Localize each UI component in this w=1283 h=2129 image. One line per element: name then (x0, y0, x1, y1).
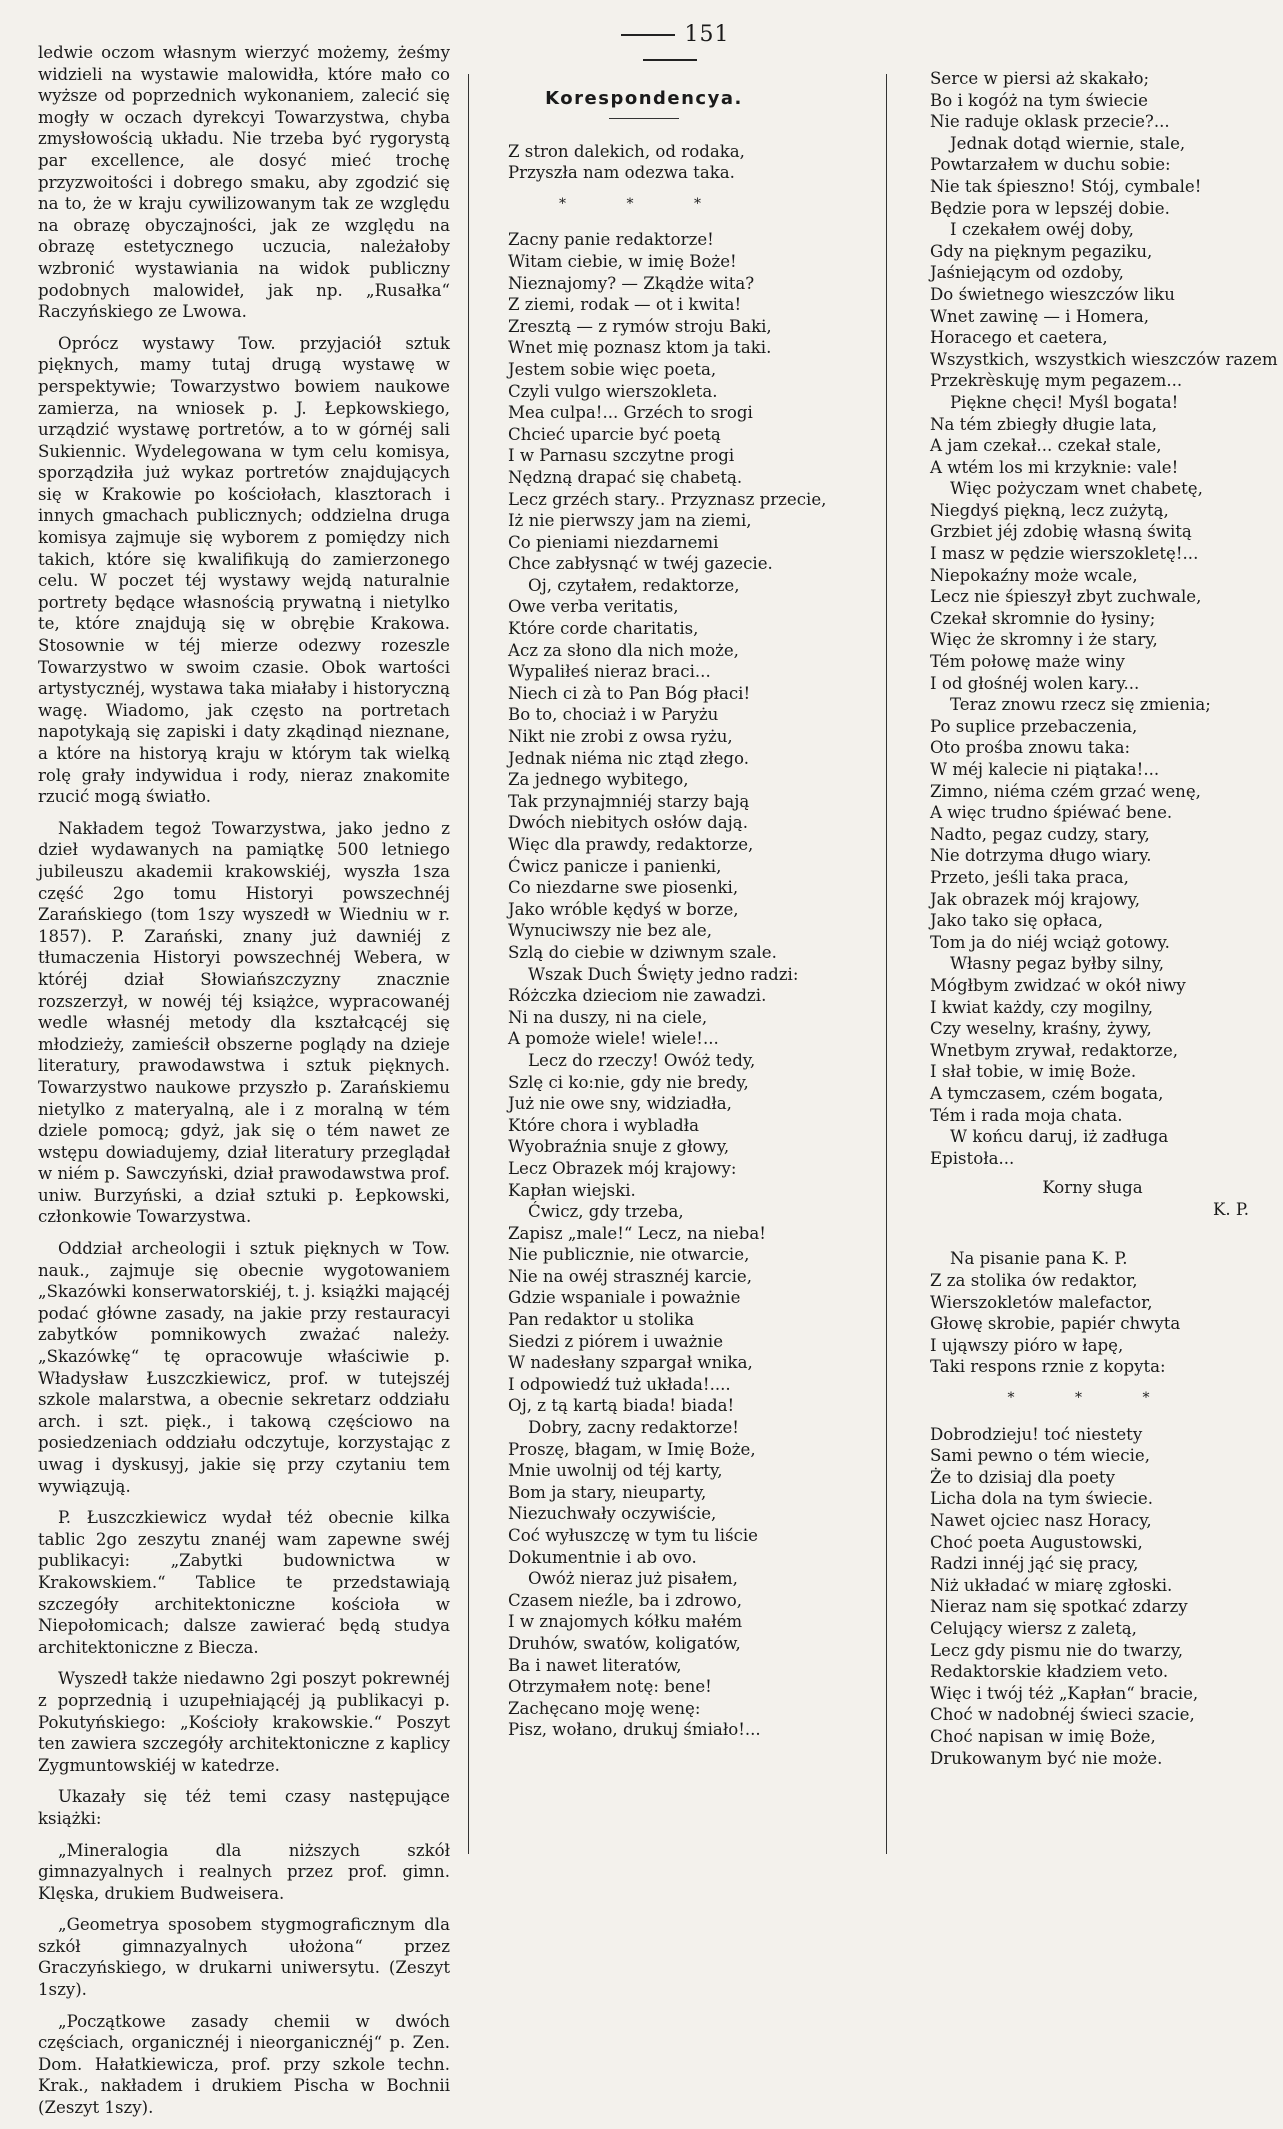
verse-line: Nikt nie zrobi z owsa ryżu, (508, 727, 733, 747)
verse-line: Ćwicz, gdy trzeba, (528, 1202, 684, 1222)
verse-line: Dokumentnie i ab ovo. (508, 1547, 697, 1567)
verse-line: Sami pewno o tém wiecie, (930, 1446, 1150, 1466)
letter-poem-continued (930, 68, 1278, 1169)
verse-line: Chcieć uparcie być poetą (508, 424, 721, 444)
verse-line: Oj, z tą kartą biada! biada! (508, 1396, 735, 1416)
article-paragraph: ledwie oczom własnym wierzyć możemy, żeśmy widzieli na wystawie malowidła, które mało co wyższe od poprzednich wykonaniem, zalecić się mogły w oczach dyrekcyi Towarzystwa, chyba zmysłowością układu. Nie trzeba być rygorystą par excellence, ale dosyć mieć trochę przyzwoitości i dobrego smaku, aby zgodzić się na to, że w kraju cywilizowanym tak ze względu na obrazę obyczajności, jak ze względu na obrazę estetycznego uczucia, należałoby wzbronić wystawiania na widok publiczny podobnych malowideł, jak np. „Rusałka“ Raczyńskiego ze Lwowa. (38, 43, 450, 322)
verse-line: Jak obrazek mój krajowy, (930, 889, 1141, 909)
verse-line: Kapłan wiejski. (508, 1180, 636, 1200)
verse-line: Piękne chęci! Myśl bogata! (950, 392, 1179, 412)
verse-line: Za jednego wybitego, (508, 770, 689, 790)
verse-line: Chce zabłysnąć w twéj gazecie. (508, 554, 773, 574)
verse-line: Przeto, jeśli taka praca, (930, 867, 1129, 887)
verse-line: Że to dzisiaj dla poety (930, 1467, 1115, 1487)
verse-line: Proszę, błagam, w Imię Boże, (508, 1439, 756, 1459)
verse-line: Zacny panie redaktorze! (508, 230, 714, 250)
verse-line: Jako tako się opłaca, (930, 911, 1104, 931)
verse-line: Tak przynajmniéj starzy bają (508, 791, 750, 811)
signature-initials: K. P. (1212, 1199, 1249, 1219)
article-paragraph: Wyszedł także niedawno 2gi poszyt pokrewnéj z poprzednią i uzupełniającéj ją publikacyi p. Pokutyńskiego: „Kościoły krakowskie.“ Poszyt ten zawiera szczegóły architektoniczne z kaplicy Zygmuntowskiéj w katedrze. (38, 1669, 450, 1775)
verse-line: Więc i twój téż „Kapłan“ bracie, (930, 1683, 1199, 1703)
verse-line: Zresztą — z rymów stroju Baki, (508, 316, 772, 336)
verse-line: Lecz grzéch stary.. Przyznasz przecie, (508, 489, 827, 509)
verse-line: Tém połowę maże winy (930, 652, 1125, 672)
verse-line: Gdzie wspaniale i poważnie (508, 1288, 741, 1308)
verse-line: Taki respons rznie z kopyta: (930, 1357, 1166, 1377)
verse-line: Lecz gdy pismu nie do twarzy, (930, 1640, 1184, 1660)
verse-line: Czy weselny, kraśny, żywy, (930, 1019, 1152, 1039)
verse-line: Nie raduje oklask przecie?... (930, 112, 1170, 132)
verse-line: A więc trudno śpiéwać bene. (930, 803, 1173, 823)
verse-line: I ująwszy pióro w łapę, (930, 1335, 1124, 1355)
verse-line: Horacego et caetera, (930, 328, 1108, 348)
verse-line: Coć wyłuszczę w tym tu liście (508, 1526, 759, 1545)
verse-line: Oto prośba znowu taka: (930, 738, 1131, 758)
verse-line: Do świetnego wieszczów liku (930, 284, 1175, 304)
verse-line: Witam ciebie, w imię Boże! (508, 251, 737, 271)
signature-label: Korny sługa (1042, 1178, 1143, 1198)
article-paragraph: Oddział archeologii i sztuk pięknych w Tow. nauk., zajmuje się obecnie wygotowaniem „Skazówki konserwatorskiéj, t. j. książki mającéj podać główne zasady, na jakie przy restauracyi zabytków pomnikowych zważać należy. „Skazówkę“ tę opracowuje właściwie p. Władysław Łuszczkiewicz, prof. w tutejszéj szkole malarstwa, a obecnie sekretarz oddziału arch. i szt. pięk., i takową częściowo na posiedzeniach oddziału odczytuje, korzystając z uwag i dyskusyj, jakie się przy czytaniu tem wywiązują. (38, 1239, 450, 1496)
verse-line: Wynuciwszy nie bez ale, (508, 921, 712, 941)
verse-line: Bo to, chociaż i w Paryżu (508, 705, 719, 725)
verse-line: Choć poeta Augustowski, (930, 1532, 1143, 1552)
verse-line: Owe verba veritatis, (508, 597, 679, 617)
verse-line: I w Parnasu szczytne progi (508, 446, 735, 466)
verse-line: Epistoła... (930, 1148, 1015, 1168)
verse-line: A jam czekał... czekał stale, (930, 436, 1162, 456)
verse-line: Drukowanym być nie może. (930, 1748, 1163, 1768)
verse-line: Własny pegaz byłby silny, (950, 954, 1165, 974)
article-paragraph: Nakładem tegoż Towarzystwa, jako jedno z dzieł wydawanych na pamiątkę 500 letniego jubileuszu akademii krakowskiéj, wyszła 1sza część 2go tomu Historyi powszechnéj Zarańskiego (tom 1szy wyszedł w Wiedniu w r. 1857). P. Zarański, znany już dawniéj z tłumaczenia Historyi powszechnéj Webera, w któréj dział Słowiańszczyzny znacznie rozszerzył, w nowéj téj książce, wypracowanéj wedle własnéj metody dla kształcącéj się młodzieży, zamieścił obszerne poglądy na dzieje literatury, prawodawstwa i sztuk pięknych. Towarzystwo naukowe przyszło p. Zarańskiemu nietylko z materyalną, ale i z moralną w tém dziele pomocą; gdyż, jak się o tém nawet ze wstępu dowiadujemy, dział literatury przeglądał w niém p. Sawczyński, dział prawodawstwa prof. uniw. Burzyński, a dział sztuki p. Łepkowski, członkowie Towarzystwa. (38, 818, 450, 1227)
verse-line: Szlę ci ko:nie, gdy nie bredy, (508, 1072, 749, 1092)
verse-line: W końcu daruj, iż zadługa (950, 1127, 1169, 1147)
verse-line: Głowę skrobie, papiér chwyta (930, 1314, 1181, 1334)
verse-line: Z za stolika ów redaktor, (930, 1271, 1138, 1291)
verse-line: Mea culpa!... Grzéch to srogi (508, 403, 753, 423)
verse-line: Ni na duszy, ni na ciele, (508, 1007, 708, 1027)
verse-line: Mógłbym zwidzać w okół niwy (930, 975, 1186, 995)
verse-line: Jako wróble kędyś w borze, (508, 899, 739, 919)
verse-line: Nadto, pegaz cudzy, stary, (930, 824, 1150, 844)
verse-line: I słał tobie, w imię Boże. (930, 1062, 1137, 1082)
column-rule-left (468, 74, 469, 1854)
article-paragraph: P. Łuszczkiewicz wydał téż obecnie kilka tablic 2go zeszytu znanéj wam zapewne swéj publikacyi: „Zabytki budownictwa w Krakowskiem.“ Tablice te przedstawiają szczegóły architektoniczne kościoła w Niepołomicach; dalsze zawierać będą studya architektoniczne z Biecza. (38, 1508, 450, 1657)
verse-line: Lecz nie śpieszył zbyt zuchwale, (930, 587, 1202, 607)
verse-line: Czyli vulgo wierszokleta. (508, 381, 718, 401)
verse-line: A pomoże wiele! wiele!... (508, 1029, 719, 1049)
verse-line: Owóż nieraz już pisałem, (528, 1569, 738, 1589)
verse-line: Wnet mię poznasz ktom ja taki. (508, 338, 772, 358)
verse-line: Więc że skromny i że stary, (930, 630, 1158, 650)
verse-line: Wierszokletów malefactor, (930, 1292, 1153, 1312)
verse-line: Nie dotrzyma długo wiary. (930, 846, 1152, 866)
verse-line: Acz za słono dla nich może, (508, 640, 739, 660)
verse-line: I masz w pędzie wierszokletę!... (930, 544, 1199, 564)
verse-line: Wnetbym zrywał, redaktorze, (930, 1040, 1179, 1060)
verse-line: Ćwicz panicze i panienki, (508, 856, 722, 876)
verse-line: Niezuchwały oczywiście, (508, 1504, 717, 1524)
verse-line: Zimno, niéma czém grzać wenę, (930, 781, 1201, 801)
verse-line: Dobrodzieju! toć niestety (930, 1424, 1143, 1444)
verse-line: Gdy na pięknym pegaziku, (930, 241, 1153, 261)
verse-line: I od głośnéj wolen kary... (930, 673, 1140, 693)
verse-line: Lecz Obrazek mój krajowy: (508, 1158, 737, 1178)
verse-line: I czekałem owéj doby, (950, 220, 1134, 240)
verse-line: Dwóch niebitych osłów dają. (508, 813, 748, 833)
verse-line: Pisz, wołano, drukuj śmiało!... (508, 1720, 761, 1740)
page-number-dash-right (643, 59, 697, 61)
verse-line: I w znajomych kółku małém (508, 1612, 743, 1632)
verse-line: Niegdyś piękną, lecz zużytą, (930, 500, 1169, 520)
verse-line: Różczka dzieciom nie zawadzi. (508, 986, 767, 1006)
verse-line: Tém i rada moja chata. (930, 1105, 1123, 1125)
verse-line: Jestem sobie więc poeta, (508, 359, 717, 379)
verse-line: Nieznajomy? — Zkądże wita? (508, 273, 755, 293)
verse-line: Iż nie pierwszy jam na ziemi, (508, 511, 752, 531)
verse-line: Niepokaźny może wcale, (930, 565, 1138, 585)
verse-line: Zachęcano moję wenę: (508, 1698, 701, 1718)
reply-intro (930, 1248, 1255, 1378)
verse-line: Bo i kogóż na tym świecie (930, 90, 1148, 110)
article-paragraph: „Geometrya sposobem stygmograficznym dla szkół gimnazyalnych ułożona“ przez Graczyńskiego, w drukarni uniwersytu. (Zeszyt 1szy). (38, 1915, 450, 2000)
verse-line: Nędzną drapać się chabetą. (508, 467, 743, 487)
verse-line: Więc dla prawdy, redaktorze, (508, 835, 754, 854)
verse-line: Wnet zawinę — i Homera, (930, 306, 1150, 326)
heading-rule (609, 118, 679, 119)
article-paragraph: Oprócz wystawy Tow. przyjaciół sztuk pięknych, mamy tutaj drugą wystawę w perspektywie; Towarzystwo bowiem naukowe zamierza, na wniosek p. J. Łepkowskiego, urządzić wystawę portretów, a to w górnéj sali Sukiennic. Wydelegowana w tym celu komisya, sporządziła już wykaz portretów znajdujących się w Krakowie po kościołach, klasztorach i innych gmachach publicznych; oddzielna druga komisya zajmuje się wyborem z pomiędzy nich takich, które się kwalifikują do zamierzonego celu. W poczet téj wystawy wejdą naturalnie portrety będące własnością prywatną i nietylko te, które znajdują się w obrębie Krakowa. Stosownie w téj mierze odezwy rozeszle Towarzystwo w swoim czasie. Obok wartości artystycznéj, wystawa taka miałaby i historyczną wagę. Wiadomo, jak często na portretach napotykają się zapiski i daty zkądinąd nieznane, a które na historyą kraju w którym tak wielką rolę grały indywidua i rody, nieraz znakomite rzucić mogą światło. (38, 333, 450, 807)
verse-line: Na pisanie pana K. P. (950, 1249, 1128, 1269)
verse-line: Przyszła nam odezwa taka. (508, 163, 735, 183)
correspondence-intro (508, 141, 780, 184)
verse-line: Co pieniami niezdarnemi (508, 532, 719, 552)
verse-line: Wypaliłeś nieraz braci... (508, 662, 711, 682)
verse-line: Mnie uwolnij od téj karty, (508, 1461, 723, 1481)
verse-line: Czekał skromnie do łysiny; (930, 608, 1156, 628)
verse-line: Na tém zbiegły długie lata, (930, 414, 1158, 434)
verse-line: Jednak dotąd wiernie, stale, (950, 133, 1186, 153)
verse-line: Jednak niéma nic ztąd złego. (508, 748, 750, 768)
verse-line: Druhów, swatów, koligatów, (508, 1633, 741, 1653)
verse-line: Wszystkich, wszystkich wieszczów razem (930, 349, 1278, 369)
verse-line: Bom ja stary, nieuparty, (508, 1482, 707, 1502)
left-column (38, 42, 450, 2129)
verse-line: A wtém los mi krzyknie: vale! (930, 457, 1179, 477)
verse-line: Choć napisan w imię Boże, (930, 1726, 1156, 1746)
verse-line: Nawet ojciec nasz Horacy, (930, 1511, 1152, 1530)
verse-line: I odpowiedź tuż układa!.... (508, 1374, 731, 1394)
verse-line: Teraz znowu rzecz się zmienia; (950, 695, 1211, 715)
verse-line: Radzi innéj jąć się pracy, (930, 1554, 1139, 1574)
verse-line: Z stron dalekich, od rodaka, (508, 141, 745, 161)
verse-line: Dobry, zacny redaktorze! (528, 1418, 739, 1438)
verse-line: Więc pożyczam wnet chabetę, (950, 479, 1203, 499)
verse-line: Grzbiet jéj zdobię własną świtą (930, 522, 1192, 542)
section-heading: Korespondencya. (545, 88, 743, 109)
verse-line: Będzie pora w lepszéj dobie. (930, 198, 1170, 218)
right-column (930, 68, 1278, 1769)
editor-reply (930, 1424, 1255, 1770)
verse-line: Pan redaktor u stolika (508, 1310, 695, 1330)
verse-line: Licha dola na tym świecie. (930, 1489, 1154, 1509)
verse-line: W nadesłany szpargał wnika, (508, 1353, 753, 1373)
verse-line: Redaktorskie kładziem veto. (930, 1662, 1169, 1682)
verse-line: Choć w nadobnéj świeci szacie, (930, 1705, 1195, 1725)
verse-line: Niech ci zà to Pan Bóg płaci! (508, 683, 751, 703)
article-paragraph: „Początkowe zasady chemii w dwóch częściach, organicznéj i nieorganicznéj“ p. Zen. Dom. Hałatkiewicza, prof. przy szkole techn. Krak., nakładem i drukiem Pischa w Bochnii (Zeszyt 1szy). (38, 2011, 450, 2118)
verse-line: Już nie owe sny, widziadła, (508, 1094, 732, 1114)
letter-poem (508, 229, 827, 1741)
reply-stars: * * * (1007, 1390, 1178, 1407)
verse-line: Niż układać w miarę zgłoski. (930, 1575, 1173, 1595)
verse-line: Celujący wiersz z zaletą, (930, 1618, 1137, 1638)
verse-line: Serce w piersi aż skakało; (930, 69, 1150, 88)
verse-line: A tymczasem, czém bogata, (930, 1083, 1164, 1103)
article-paragraph: Ukazały się téż temi czasy następujące książki: (38, 1787, 450, 1828)
verse-line: Szlą do ciebie w dziwnym szale. (508, 942, 777, 962)
verse-line: Które chora i wybladła (508, 1115, 700, 1135)
page-number-value: 151 (684, 22, 730, 47)
verse-line: Oj, czytałem, redaktorze, (528, 575, 740, 595)
page-number-dash-left (621, 34, 675, 36)
verse-line: Nie tak śpieszno! Stój, cymbale! (930, 176, 1202, 196)
verse-line: Po suplice przebaczenia, (930, 716, 1138, 736)
column-rule-right (886, 74, 887, 1854)
verse-line: Nieraz nam się spotkać zdarzy (930, 1597, 1188, 1617)
verse-line: Z ziemi, rodak — ot i kwita! (508, 295, 742, 315)
verse-line: Wszak Duch Święty jedno radzi: (528, 964, 799, 984)
verse-line: Jaśniejącym od ozdoby, (930, 263, 1124, 283)
verse-line: Ba i nawet literatów, (508, 1655, 682, 1675)
verse-line: Tom ja do niéj wciąż gotowy. (930, 932, 1170, 952)
verse-line: Zapisz „male!“ Lecz, na nieba! (508, 1223, 766, 1243)
verse-line: Powtarzałem w duchu sobie: (930, 155, 1171, 175)
section-stars: * * * (559, 195, 729, 212)
verse-line: Przekrèskuję mym pegazem... (930, 371, 1183, 391)
middle-column (508, 68, 827, 1741)
article-paragraph: „Mineralogia dla niższych szkół gimnazyalnych i realnych przez prof. gimn. Klęska, drukiem Budweisera. (38, 1840, 450, 1903)
spacer (930, 1220, 1255, 1248)
verse-line: Otrzymałem notę: bene! (508, 1677, 712, 1697)
verse-line: Czasem nieźle, ba i zdrowo, (508, 1590, 743, 1610)
verse-line: Wyobraźnia snuje z głowy, (508, 1137, 730, 1157)
page-number (580, 22, 760, 72)
verse-line: W méj kalecie ni piątaka!... (930, 760, 1160, 779)
verse-line: Nie na owéj strasznéj karcie, (508, 1266, 752, 1286)
verse-line: Które corde charitatis, (508, 619, 699, 639)
verse-line: Siedzi z piórem i uważnie (508, 1331, 724, 1351)
verse-line: Co niezdarne swe piosenki, (508, 878, 739, 898)
verse-line: I kwiat każdy, czy mogilny, (930, 997, 1154, 1017)
verse-line: Nie publicznie, nie otwarcie, (508, 1245, 750, 1265)
verse-line: Lecz do rzeczy! Owóż tedy, (528, 1050, 756, 1070)
